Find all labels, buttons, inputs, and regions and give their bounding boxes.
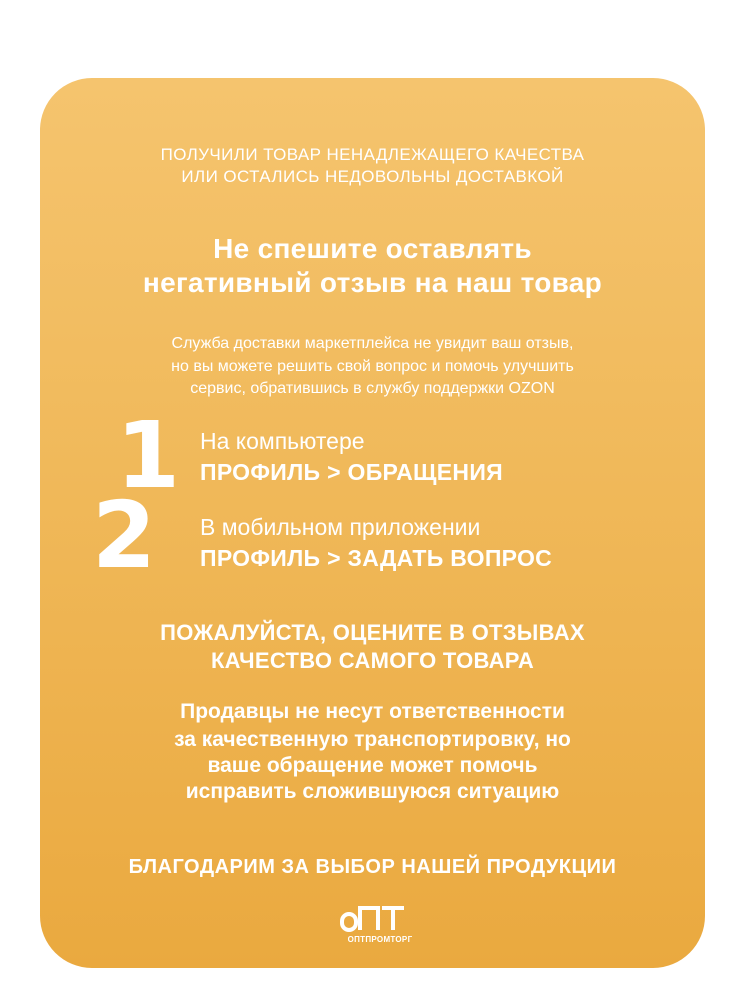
step-1: [200, 426, 503, 488]
brand-logo: [340, 900, 420, 948]
thanks-text: БЛАГОДАРИМ ЗА ВЫБОР НАШЕЙ ПРОДУКЦИИ: [128, 856, 617, 878]
service-line-1: Служба доставки маркетплейса не увидит ваш отзыв,: [171, 335, 574, 352]
step-number-1: 1: [116, 402, 181, 509]
step-2-path: ПРОФИЛЬ > ЗАДАТЬ ВОПРОС: [200, 545, 553, 571]
sellers-line-1: Продавцы не несут ответственности: [180, 700, 565, 723]
service-line-2: но вы можете решить свой вопрос и помочь улучшить: [171, 358, 574, 375]
step-2: [200, 512, 552, 574]
sellers-line-3: ваше обращение может помочь: [207, 754, 538, 777]
rate-line-1: ПОЖАЛУЙСТА, ОЦЕНИТЕ В ОТЗЫВАХ: [160, 620, 585, 645]
svg-text:ОПТПРОМТОРГ: ОПТПРОМТОРГ: [347, 935, 413, 944]
headline-line-1: Не спешите оставлять: [213, 233, 532, 264]
step-2-title: В мобильном приложении: [200, 514, 481, 540]
service-line-3: сервис, обратившись в службу поддержки OZON: [190, 380, 555, 397]
step-1-title: На компьютере: [200, 428, 365, 454]
headline-line-2: негативный отзыв на наш товар: [142, 267, 603, 298]
steps-list: [40, 402, 705, 590]
step-number-2: 2: [92, 482, 157, 589]
rate-line-2: КАЧЕСТВО САМОГО ТОВАРА: [210, 648, 535, 673]
sellers-line-2: за качественную транспортировку, но: [174, 728, 571, 751]
intro-line-2: ИЛИ ОСТАЛИСЬ НЕДОВОЛЬНЫ ДОСТАВКОЙ: [181, 167, 564, 186]
intro-line-1: ПОЛУЧИЛИ ТОВАР НЕНАДЛЕЖАЩЕГО КАЧЕСТВА: [160, 145, 585, 164]
sellers-line-4: исправить сложившуюся ситуацию: [185, 780, 560, 803]
info-card: [40, 78, 705, 968]
step-1-path: ПРОФИЛЬ > ОБРАЩЕНИЯ: [200, 459, 504, 485]
